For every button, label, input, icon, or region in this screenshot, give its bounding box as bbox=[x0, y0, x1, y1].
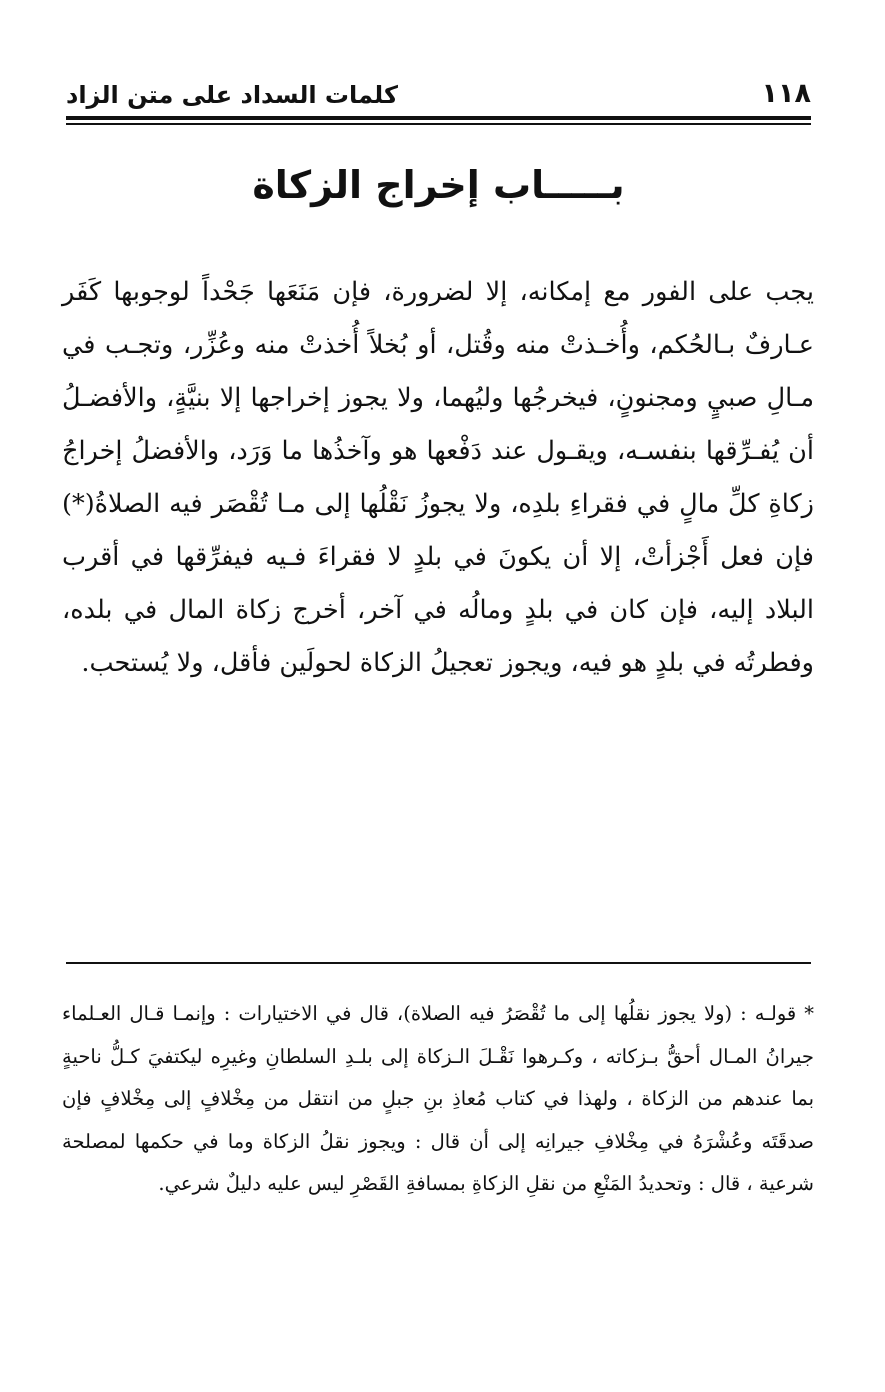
footnote-separator bbox=[66, 962, 811, 964]
footnote: * قولـه : (ولا يجوز نقلُها إلى ما تُقْصَرُ فيه الصلاة)، قال في الاختيارات : وإنمـا قـال العـلماء جيرانُ المـال أحقُّ بـزكاته ، وكـرهوا نَقْـلَ الـزكاة إلى بلـدِ السلطانِ وغيرِه ليكتفيَ كـلُّ ناحيةٍ بما عندهم من الزكاة ، ولهذا في كتاب مُعاذِ بنِ جبلٍ من انتقل من مِخْلافٍ إلى مِخْلافٍ فإن صدقَتَه وعُشْرَهُ في مِخْلافِ جيرانِه إلى أن قال : ويجوز نقلُ الزكاة وما في حكمها لمصلحة شرعية ، قال : وتحديدُ المَنْعِ من نقلِ الزكاةِ بمسافةِ القَصْرِ ليس عليه دليلٌ شرعي. bbox=[62, 1002, 814, 1195]
running-title: كلمات السداد على متن الزاد bbox=[66, 81, 398, 109]
page-number: ١١٨ bbox=[761, 78, 811, 109]
body-paragraph: يجب على الفور مع إمكانه، إلا لضرورة، فإن مَنَعَها جَحْداً لوجوبها كَفَر عـارفٌ بـالحُكم، وأُخـذتْ منه وقُتل، أو بُخلاً أُخذتْ منه وعُزِّر، وتجـب في مـالِ صبيٍ ومجنونٍ، فيخرجُها وليُهما، ولا يجوز إخراجها إلا بنيَّةٍ، والأفضـلُ أن يُفـرِّقها بنفسـه، ويقـول عند دَفْعها هو وآخذُها ما وَرَد، والأفضلُ إخراجُ زكاةِ كلِّ مالٍ في فقراءِ بلدِه، ولا يجوزُ نَقْلُها إلى مـا تُقْصَر فيه الصلاةُ(*) فإن فعل أَجْزأتْ، إلا أن يكونَ في بلدٍ لا فقراءَ فـيه فيفرِّقها في أقرب البلاد إليه، فإن كان في بلدٍ ومالُه في آخر، أخرج زكاة المال في بلده، وفطرتُه في بلدٍ هو فيه، ويجوز تعجيلُ الزكاة لحولَين فأقل، ولا يُستحب. bbox=[62, 277, 814, 678]
chapter-title: بـــــاب إخراج الزكاة bbox=[252, 163, 625, 207]
page-header bbox=[66, 78, 811, 114]
header-rule-thin bbox=[66, 123, 811, 125]
header-rule-thick bbox=[66, 116, 811, 120]
